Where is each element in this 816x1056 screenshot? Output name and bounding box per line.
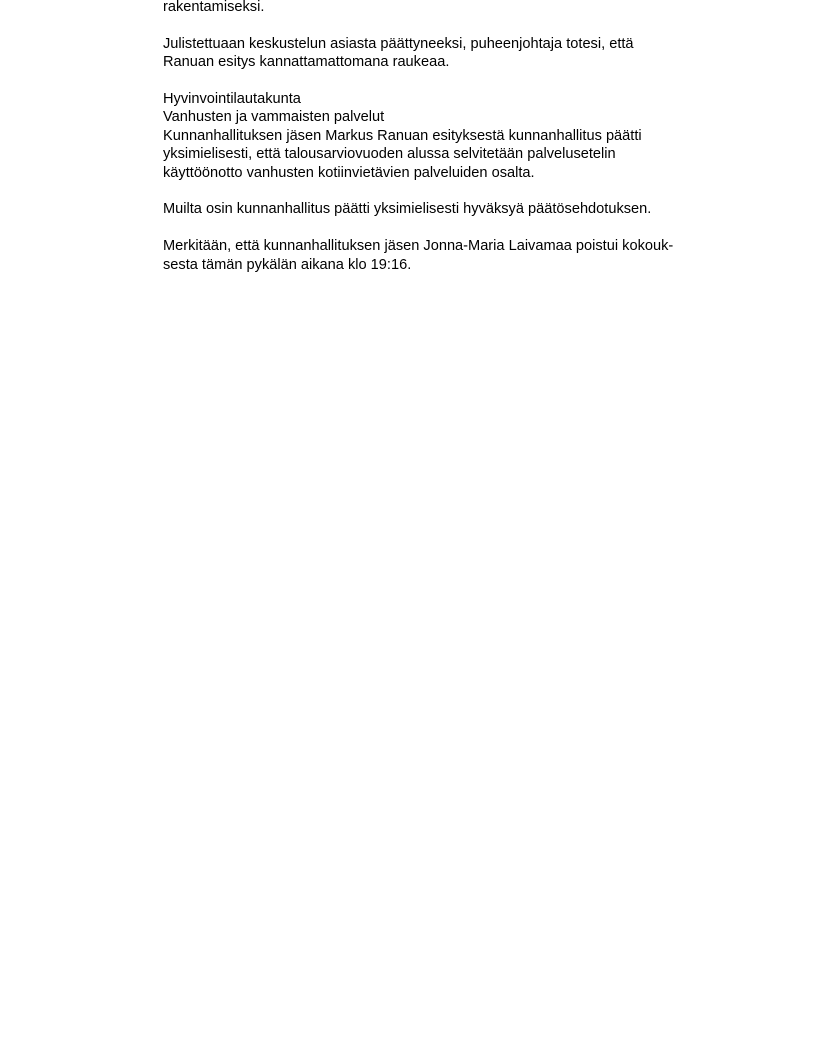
text-line: Kunnanhallituksen jäsen Markus Ranuan esityksestä kunnanhallitus päätti [163, 127, 642, 144]
text-line: Julistettuaan keskustelun asiasta päättyneeksi, puheenjohtaja totesi, että [163, 35, 634, 52]
text-line: Ranuan esitys kannattamattomana raukeaa. [163, 54, 450, 71]
text-line: sesta tämän pykälän aikana klo 19:16. [163, 256, 412, 273]
paragraph-decision [163, 200, 743, 218]
text-line: käyttöönotto vanhusten kotiinvietävien palveluiden osalta. [163, 164, 535, 181]
paragraph-note [163, 237, 743, 274]
text-line: rakentamiseksi. [163, 0, 265, 15]
text-line: Muilta osin kunnanhallitus päätti yksimielisesti hyväksyä päätösehdotuksen. [163, 201, 652, 218]
text-line: Merkitään, että kunnanhallituksen jäsen Jonna-Maria Laivamaa poistui kokouk- [163, 238, 674, 255]
document-body [163, 0, 743, 292]
subsection-heading: Vanhusten ja vammaisten palvelut [163, 109, 385, 126]
paragraph-welfare-board [163, 90, 743, 182]
paragraph-discussion-closed [163, 35, 743, 72]
paragraph-continuation [163, 0, 743, 16]
text-line: yksimielisesti, että talousarviovuoden alussa selvitetään palvelusetelin [163, 146, 616, 163]
section-heading: Hyvinvointilautakunta [163, 91, 301, 107]
